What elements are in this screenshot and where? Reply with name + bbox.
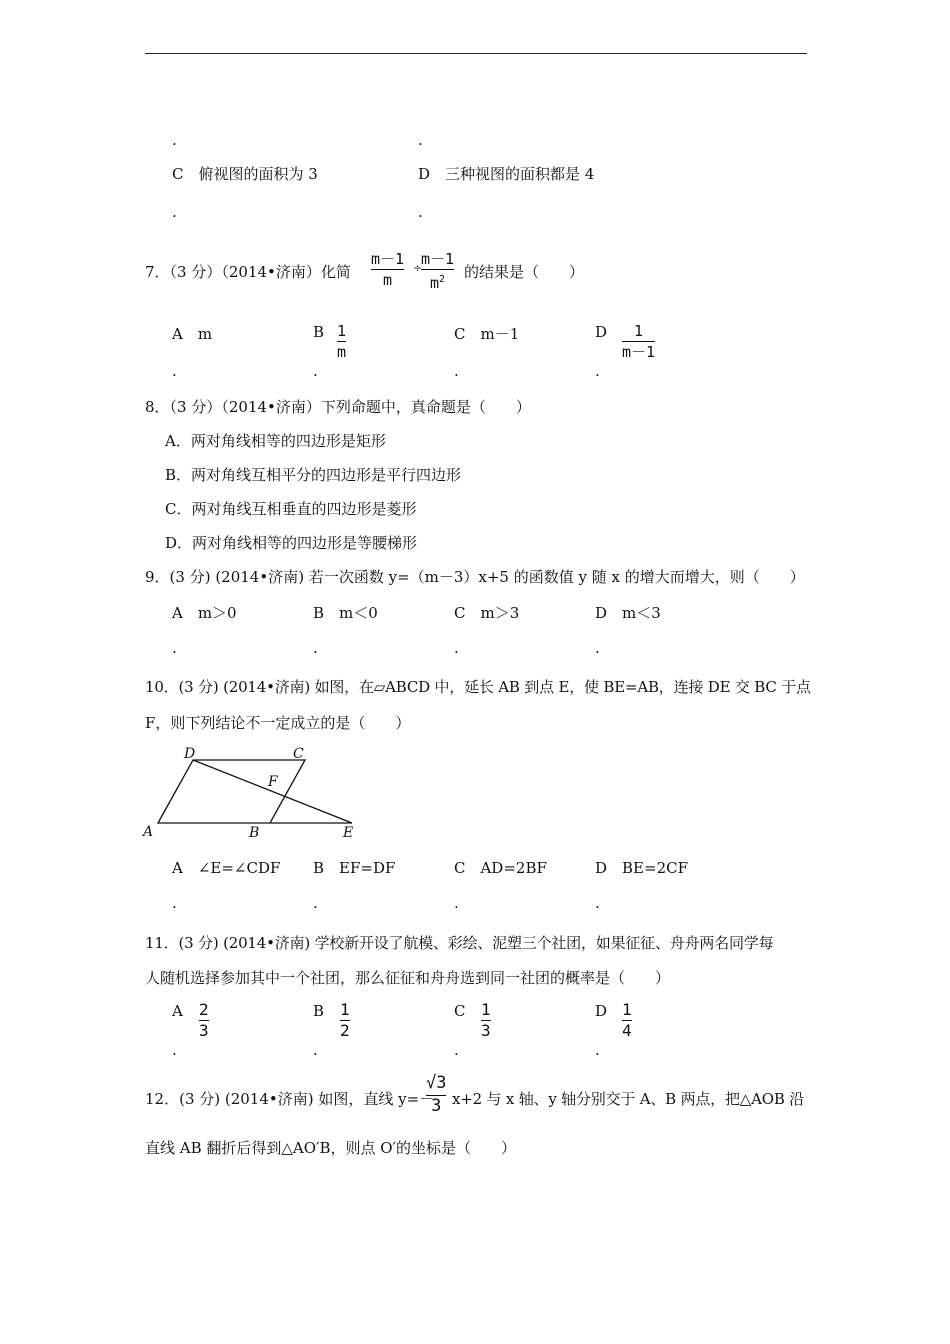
numerator: 1 xyxy=(634,322,644,340)
label-e: E xyxy=(343,825,354,841)
q11-option-c-label: C xyxy=(454,1002,466,1020)
q11-option-a-fraction xyxy=(199,1001,209,1040)
divide-sign: ÷ xyxy=(413,262,423,275)
label-c: C xyxy=(293,746,304,762)
option-dot: . xyxy=(418,131,423,149)
q11-option-d-label: D xyxy=(595,1002,608,1020)
option-dot: . xyxy=(313,894,318,912)
q8-option-b: B．两对角线互相平分的四边形是平行四边形 xyxy=(165,466,462,484)
q10-option-d: D BE=2CF xyxy=(595,859,688,877)
segment-de xyxy=(193,760,352,823)
option-dot: . xyxy=(595,639,600,657)
q10-option-b: B EF=DF xyxy=(313,859,396,877)
label-a: A xyxy=(143,824,154,840)
option-dot: . xyxy=(313,362,318,380)
denominator: m xyxy=(337,343,347,361)
denominator: 3 xyxy=(481,1021,491,1040)
q9-option-b: B m＜0 xyxy=(313,604,378,622)
exponent: 2 xyxy=(439,274,446,285)
option-dot: . xyxy=(595,1041,600,1059)
parallelogram-abcd xyxy=(158,760,305,823)
q6-option-d: D 三种视图的面积都是 4 xyxy=(418,165,595,183)
denominator: 3 xyxy=(431,1096,442,1116)
label-d: D xyxy=(184,746,196,762)
numerator: 2 xyxy=(199,1000,209,1019)
q11-option-c-fraction xyxy=(481,1001,491,1040)
option-dot: . xyxy=(172,362,177,380)
label-b: B xyxy=(249,825,260,841)
option-dot: . xyxy=(172,1041,177,1059)
option-dot: . xyxy=(454,894,459,912)
option-dot: . xyxy=(595,894,600,912)
q10-stem-line1: 10．(3 分) (2014•济南) 如图，在▱ABCD 中，延长 AB 到点 E，使 BE=AB，连接 DE 交 BC 于点 xyxy=(145,678,811,696)
denominator: m xyxy=(430,274,440,292)
denominator: 3 xyxy=(199,1021,209,1040)
q8-stem: 8．（3 分）（2014•济南）下列命题中，真命题是（ ） xyxy=(145,398,531,416)
q11-option-d-fraction xyxy=(622,1001,632,1040)
option-dot: . xyxy=(172,639,177,657)
option-dot: . xyxy=(313,1041,318,1059)
label-f: F xyxy=(268,774,278,790)
denominator: 2 xyxy=(340,1021,350,1040)
option-dot: . xyxy=(454,362,459,380)
q7-option-d-fraction xyxy=(622,322,655,361)
q10-stem-line2: F，则下列结论不一定成立的是（ ） xyxy=(145,714,411,732)
q12-slope-fraction xyxy=(426,1073,446,1115)
q7-option-c: C m－1 xyxy=(454,325,520,343)
q11-option-a-label: A xyxy=(172,1002,183,1020)
option-dot: . xyxy=(313,639,318,657)
header-rule xyxy=(145,53,807,54)
numerator: 1 xyxy=(340,1000,350,1019)
q9-option-a: A m＞0 xyxy=(172,604,237,622)
q7-option-a: A m xyxy=(172,325,213,343)
numerator: 1 xyxy=(622,1000,632,1019)
q8-option-d: D．两对角线相等的四边形是等腰梯形 xyxy=(165,534,418,552)
option-dot: . xyxy=(172,203,177,221)
q7-stem-prefix: 7．（3 分）（2014•济南）化简 xyxy=(145,263,351,281)
q12-stem-prefix: 12．(3 分) (2014•济南) 如图，直线 y=－ xyxy=(145,1090,435,1108)
q7-stem-suffix: 的结果是（ ） xyxy=(464,263,585,281)
q7-option-b-label: B xyxy=(313,323,325,341)
option-dot: . xyxy=(172,131,177,149)
option-dot: . xyxy=(595,362,600,380)
q11-option-b-label: B xyxy=(313,1002,325,1020)
q8-option-a: A．两对角线相等的四边形是矩形 xyxy=(165,432,386,450)
denominator: m－1 xyxy=(622,343,656,361)
q11-stem-line1: 11．(3 分) (2014•济南) 学校新开设了航模、彩绘、泥塑三个社团，如果征征、舟舟两名同学每 xyxy=(145,934,774,952)
q9-option-d: D m＜3 xyxy=(595,604,661,622)
option-dot: . xyxy=(418,203,423,221)
denominator: m xyxy=(383,271,393,289)
option-dot: . xyxy=(454,1041,459,1059)
q10-option-c: C AD=2BF xyxy=(454,859,547,877)
numerator: √3 xyxy=(426,1073,447,1093)
numerator: m－1 xyxy=(421,250,455,268)
q7-fraction-1 xyxy=(371,250,404,289)
q11-option-b-fraction xyxy=(340,1001,350,1040)
q10-option-a: A ∠E=∠CDF xyxy=(172,859,281,877)
numerator: 1 xyxy=(481,1000,491,1019)
parallelogram-figure xyxy=(140,742,370,842)
q11-stem-line2: 人随机选择参加其中一个社团，那么征征和舟舟选到同一社团的概率是（ ） xyxy=(145,969,671,987)
q7-fraction-2 xyxy=(421,250,454,292)
option-dot: . xyxy=(172,894,177,912)
q12-stem-suffix: x+2 与 x 轴、y 轴分别交于 A、B 两点，把△AOB 沿 xyxy=(452,1090,805,1108)
q8-option-c: C．两对角线互相垂直的四边形是菱形 xyxy=(165,500,417,518)
q9-option-c: C m＞3 xyxy=(454,604,520,622)
q12-stem-line2: 直线 AB 翻折后得到△AO′B，则点 O′的坐标是（ ） xyxy=(145,1139,516,1157)
q6-option-c: C 俯视图的面积为 3 xyxy=(172,165,318,183)
q7-option-d-label: D xyxy=(595,323,608,341)
q9-stem: 9．(3 分) (2014•济南) 若一次函数 y=（m－3）x+5 的函数值 y 随 x 的增大而增大，则（ ） xyxy=(145,568,805,586)
denominator: 4 xyxy=(622,1021,632,1040)
numerator: 1 xyxy=(337,322,347,340)
option-dot: . xyxy=(454,639,459,657)
numerator: m－1 xyxy=(371,250,405,268)
q7-option-b-fraction xyxy=(337,322,346,361)
